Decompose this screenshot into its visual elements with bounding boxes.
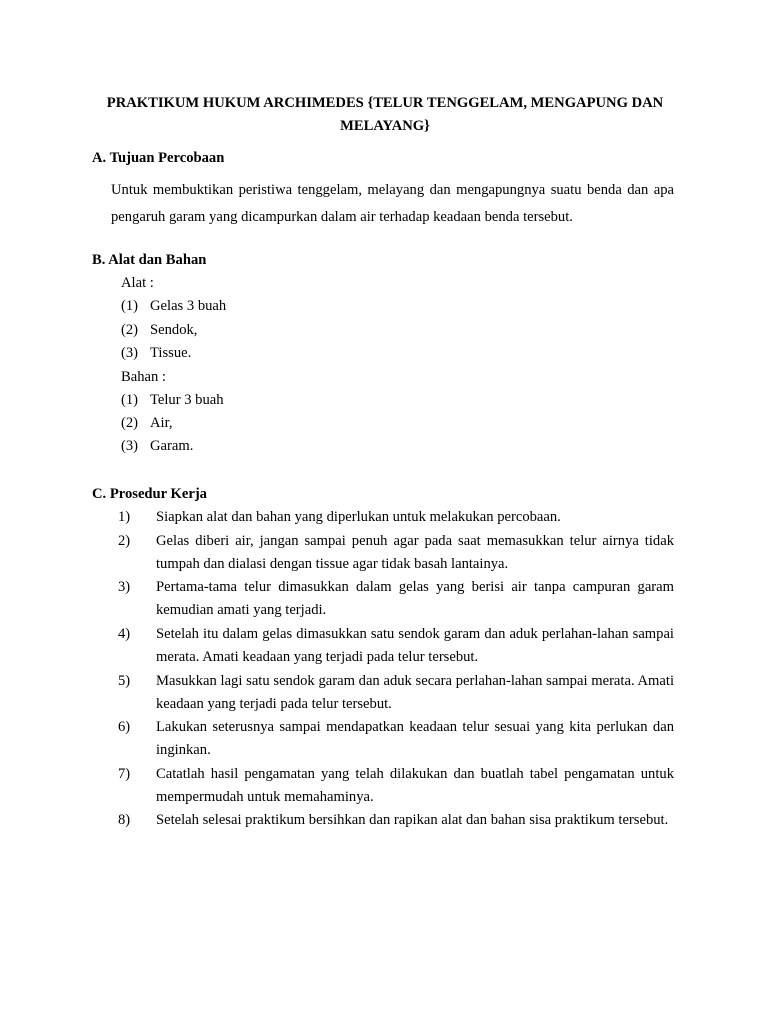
alat-item-text: Tissue.: [150, 345, 192, 361]
section-c-heading: C. Prosedur Kerja: [92, 486, 207, 502]
procedure-step: [118, 763, 674, 809]
step-number: 2): [118, 533, 131, 549]
section-b-heading: B. Alat dan Bahan: [92, 252, 207, 268]
bahan-item-number: (3): [121, 438, 139, 454]
alat-item-text: Sendok,: [150, 322, 198, 338]
bahan-item-number: (1): [121, 392, 139, 408]
step-text: Catatlah hasil pengamatan yang telah dilakukan dan buatlah tabel pengamatan untuk mempermudah untuk memahaminya.: [156, 766, 674, 805]
step-text: Lakukan seterusnya sampai mendapatkan keadaan telur sesuai yang kita perlukan dan inginkan.: [156, 719, 674, 758]
step-text: Masukkan lagi satu sendok garam dan aduk secara perlahan-lahan sampai merata. Amati keadaan yang terjadi pada telur tersebut.: [156, 673, 674, 712]
procedure-step: [118, 670, 674, 716]
step-text: Gelas diberi air, jangan sampai penuh agar pada saat memasukkan telur airnya tidak tumpah dan dialasi dengan tissue agar tidak basah lantainya.: [156, 533, 674, 572]
procedure-step: [118, 623, 674, 669]
alat-item-number: (3): [121, 345, 139, 361]
procedure-step: [118, 809, 674, 832]
step-number: 5): [118, 673, 131, 689]
section-a-heading: A. Tujuan Percobaan: [92, 150, 225, 166]
procedure-step: [118, 576, 674, 622]
bahan-item: [121, 412, 173, 435]
step-text: Siapkan alat dan bahan yang diperlukan untuk melakukan percobaan.: [156, 509, 561, 525]
step-number: 1): [118, 509, 131, 525]
section-a-text: Untuk membuktikan peristiwa tenggelam, melayang dan mengapungnya suatu benda dan apa pengaruh garam yang dicampurkan dalam air terhadap keadaan benda tersebut.: [111, 182, 674, 225]
alat-label: Alat :: [121, 275, 154, 291]
alat-item: [121, 295, 226, 318]
step-text: Setelah itu dalam gelas dimasukkan satu sendok garam dan aduk perlahan-lahan sampai merata. Amati keadaan yang terjadi pada telur tersebut.: [156, 626, 674, 665]
step-number: 6): [118, 719, 131, 735]
step-number: 7): [118, 766, 131, 782]
alat-item-number: (1): [121, 298, 139, 314]
bahan-item: [121, 389, 224, 412]
bahan-item: [121, 435, 193, 458]
bahan-item-text: Telur 3 buah: [150, 392, 224, 408]
alat-item-number: (2): [121, 322, 139, 338]
procedure-step: [118, 506, 674, 529]
alat-item: [121, 319, 197, 342]
bahan-item-text: Air,: [150, 415, 173, 431]
step-number: 8): [118, 812, 131, 828]
bahan-item-text: Garam.: [150, 438, 194, 454]
step-number: 3): [118, 579, 131, 595]
alat-item: [121, 342, 191, 365]
procedure-step: [118, 716, 674, 762]
alat-item-text: Gelas 3 buah: [150, 298, 227, 314]
step-text: Setelah selesai praktikum bersihkan dan rapikan alat dan bahan sisa praktikum tersebut.: [156, 812, 669, 828]
procedure-step: [118, 530, 674, 576]
document-title: PRAKTIKUM HUKUM ARCHIMEDES {TELUR TENGGELAM, MENGAPUNG DAN MELAYANG}: [106, 95, 664, 134]
step-text: Pertama-tama telur dimasukkan dalam gelas yang berisi air tanpa campuran garam kemudian amati yang terjadi.: [156, 579, 674, 618]
bahan-item-number: (2): [121, 415, 139, 431]
bahan-label: Bahan :: [121, 369, 166, 385]
step-number: 4): [118, 626, 131, 642]
